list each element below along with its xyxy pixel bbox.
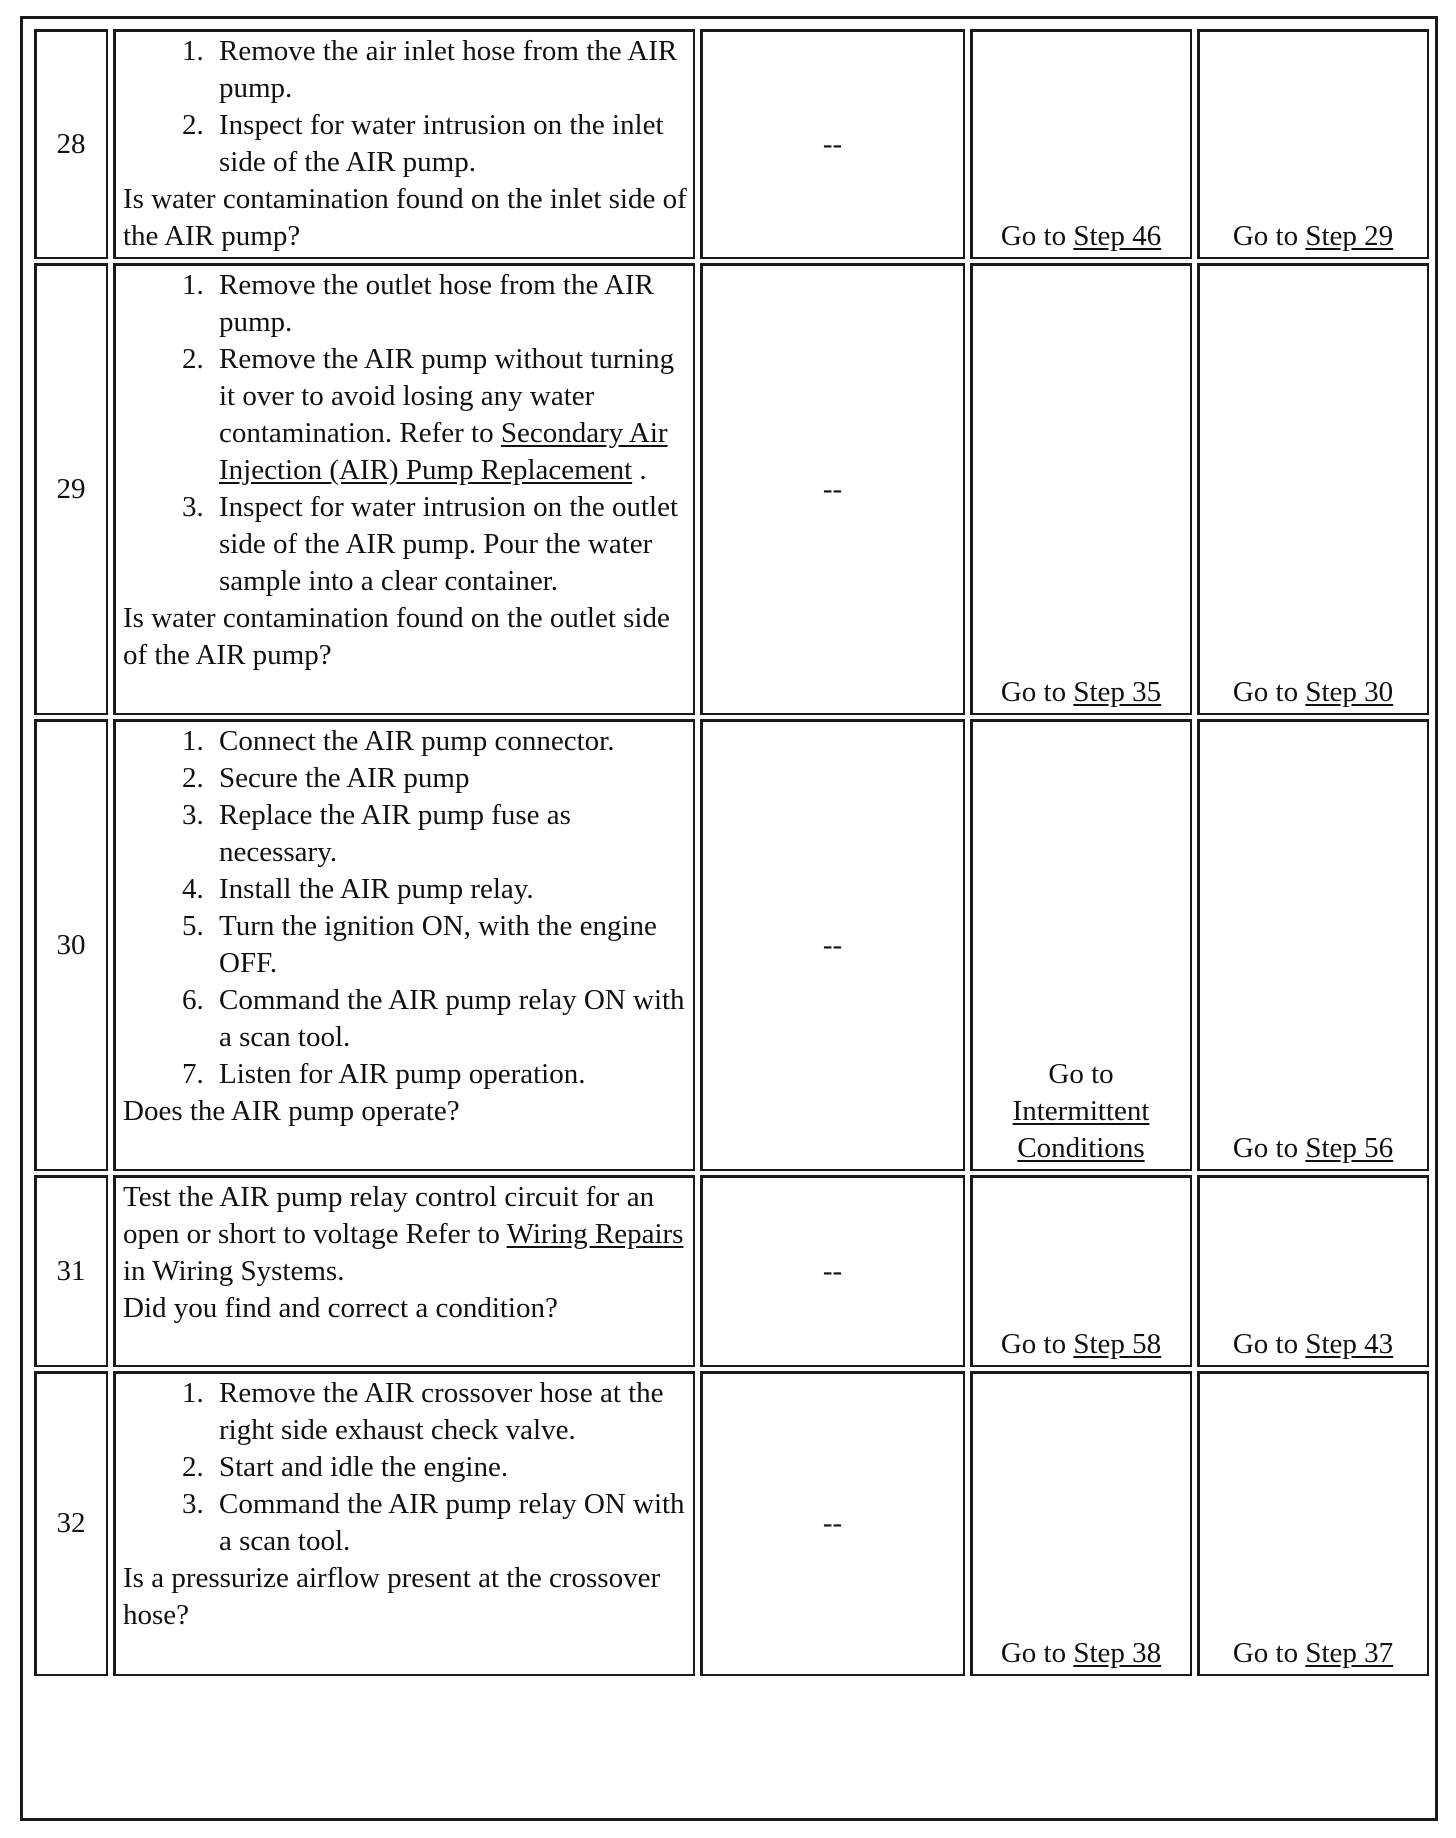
step-number: 30 xyxy=(34,719,108,1171)
action-list xyxy=(123,267,687,600)
goto-step-link[interactable]: Step 37 xyxy=(1305,1637,1394,1669)
goto-step-link[interactable]: Step 58 xyxy=(1073,1328,1162,1360)
wiring-repairs-link[interactable]: Wiring Repairs xyxy=(506,1218,684,1250)
action-list xyxy=(123,33,687,181)
goto-prefix: Go to xyxy=(1232,220,1306,252)
action-item: 1. Remove the outlet hose from the AIR pump. xyxy=(211,267,687,341)
action-item: 2. Secure the AIR pump xyxy=(211,760,687,797)
action-item: 2. Start and idle the engine. xyxy=(211,1449,687,1486)
yes-cell xyxy=(970,263,1192,715)
yes-cell xyxy=(970,29,1192,259)
goto-prefix: Go to xyxy=(1000,1328,1074,1360)
goto-step-link[interactable]: Step 46 xyxy=(1073,220,1162,252)
step-number: 32 xyxy=(34,1371,108,1676)
action-cell xyxy=(113,29,695,259)
action-cell xyxy=(113,719,695,1171)
action-item: 6. Command the AIR pump relay ON with a scan tool. xyxy=(211,982,687,1056)
goto-step-link[interactable]: Step 43 xyxy=(1305,1328,1394,1360)
goto-prefix: Go to xyxy=(1232,1132,1306,1164)
goto-prefix: Go to xyxy=(1232,1328,1306,1360)
step-question: Is a pressurize airflow present at the crossover hose? xyxy=(123,1562,661,1631)
no-cell xyxy=(1197,263,1429,715)
value-cell: -- xyxy=(700,263,965,715)
step-number: 29 xyxy=(34,263,108,715)
action-item: 3. Command the AIR pump relay ON with a scan tool. xyxy=(211,1486,687,1560)
no-cell xyxy=(1197,1175,1429,1367)
intermittent-conditions-link-line2[interactable]: Conditions xyxy=(1017,1132,1145,1164)
step-question: Is water contamination found on the inlet side of the AIR pump? xyxy=(123,183,687,252)
table-row xyxy=(34,1175,1429,1367)
no-cell xyxy=(1197,719,1429,1171)
value-cell: -- xyxy=(700,1371,965,1676)
no-cell xyxy=(1197,1371,1429,1676)
action-item: 7. Listen for AIR pump operation. xyxy=(211,1056,687,1093)
air-pump-replacement-link[interactable]: Secondary Air Injection (AIR) Pump Replacement xyxy=(219,417,668,486)
goto-prefix: Go to xyxy=(1000,220,1074,252)
goto-step-link[interactable]: Step 56 xyxy=(1305,1132,1394,1164)
table-row xyxy=(34,29,1429,259)
yes-cell xyxy=(970,1371,1192,1676)
intermittent-conditions-link[interactable]: Intermittent xyxy=(1012,1095,1150,1127)
goto-step-link[interactable]: Step 30 xyxy=(1305,676,1394,708)
goto-prefix: Go to xyxy=(1000,1637,1074,1669)
action-cell xyxy=(113,1371,695,1676)
value-cell: -- xyxy=(700,1175,965,1367)
diagnostic-table-page xyxy=(20,16,1438,1821)
no-cell xyxy=(1197,29,1429,259)
action-text-suffix: . xyxy=(632,454,647,486)
action-item: 2. Inspect for water intrusion on the inlet side of the AIR pump. xyxy=(211,107,687,181)
goto-step-link[interactable]: Step 38 xyxy=(1073,1637,1162,1669)
goto-prefix: Go to xyxy=(1048,1058,1114,1090)
value-cell: -- xyxy=(700,719,965,1171)
goto-prefix: Go to xyxy=(1232,1637,1306,1669)
step-number: 28 xyxy=(34,29,108,259)
step-question: Is water contamination found on the outlet side of the AIR pump? xyxy=(123,602,670,671)
value-cell: -- xyxy=(700,29,965,259)
action-list xyxy=(123,1375,687,1560)
action-text: Test the AIR pump relay control circuit for an open or short to voltage Refer to Wiring Repairs in Wiring Systems. xyxy=(123,1181,684,1287)
step-question: Did you find and correct a condition? xyxy=(123,1292,558,1324)
action-item: 1. Remove the air inlet hose from the AIR pump. xyxy=(211,33,687,107)
goto-prefix: Go to xyxy=(1000,676,1074,708)
action-item: 4. Install the AIR pump relay. xyxy=(211,871,687,908)
action-text: Remove the AIR pump without turning it over to avoid losing any water contamination. Refer to xyxy=(219,343,675,449)
step-question: Does the AIR pump operate? xyxy=(123,1095,460,1127)
yes-cell xyxy=(970,719,1192,1171)
action-item: 5. Turn the ignition ON, with the engine OFF. xyxy=(211,908,687,982)
action-item: 1. Remove the AIR crossover hose at the right side exhaust check valve. xyxy=(211,1375,687,1449)
table-row xyxy=(34,1371,1429,1676)
action-item: 3. Replace the AIR pump fuse as necessary. xyxy=(211,797,687,871)
step-number: 31 xyxy=(34,1175,108,1367)
yes-cell xyxy=(970,1175,1192,1367)
goto-step-link[interactable]: Step 35 xyxy=(1073,676,1162,708)
action-list xyxy=(123,723,687,1093)
table-row xyxy=(34,719,1429,1171)
action-item: 1. Connect the AIR pump connector. xyxy=(211,723,687,760)
action-cell xyxy=(113,263,695,715)
action-item xyxy=(211,341,687,489)
action-item: 3. Inspect for water intrusion on the outlet side of the AIR pump. Pour the water sample into a clear container. xyxy=(211,489,687,600)
action-cell xyxy=(113,1175,695,1367)
goto-step-link[interactable]: Step 29 xyxy=(1305,220,1394,252)
diagnostic-steps-table xyxy=(29,25,1434,1680)
table-row xyxy=(34,263,1429,715)
goto-prefix: Go to xyxy=(1232,676,1306,708)
